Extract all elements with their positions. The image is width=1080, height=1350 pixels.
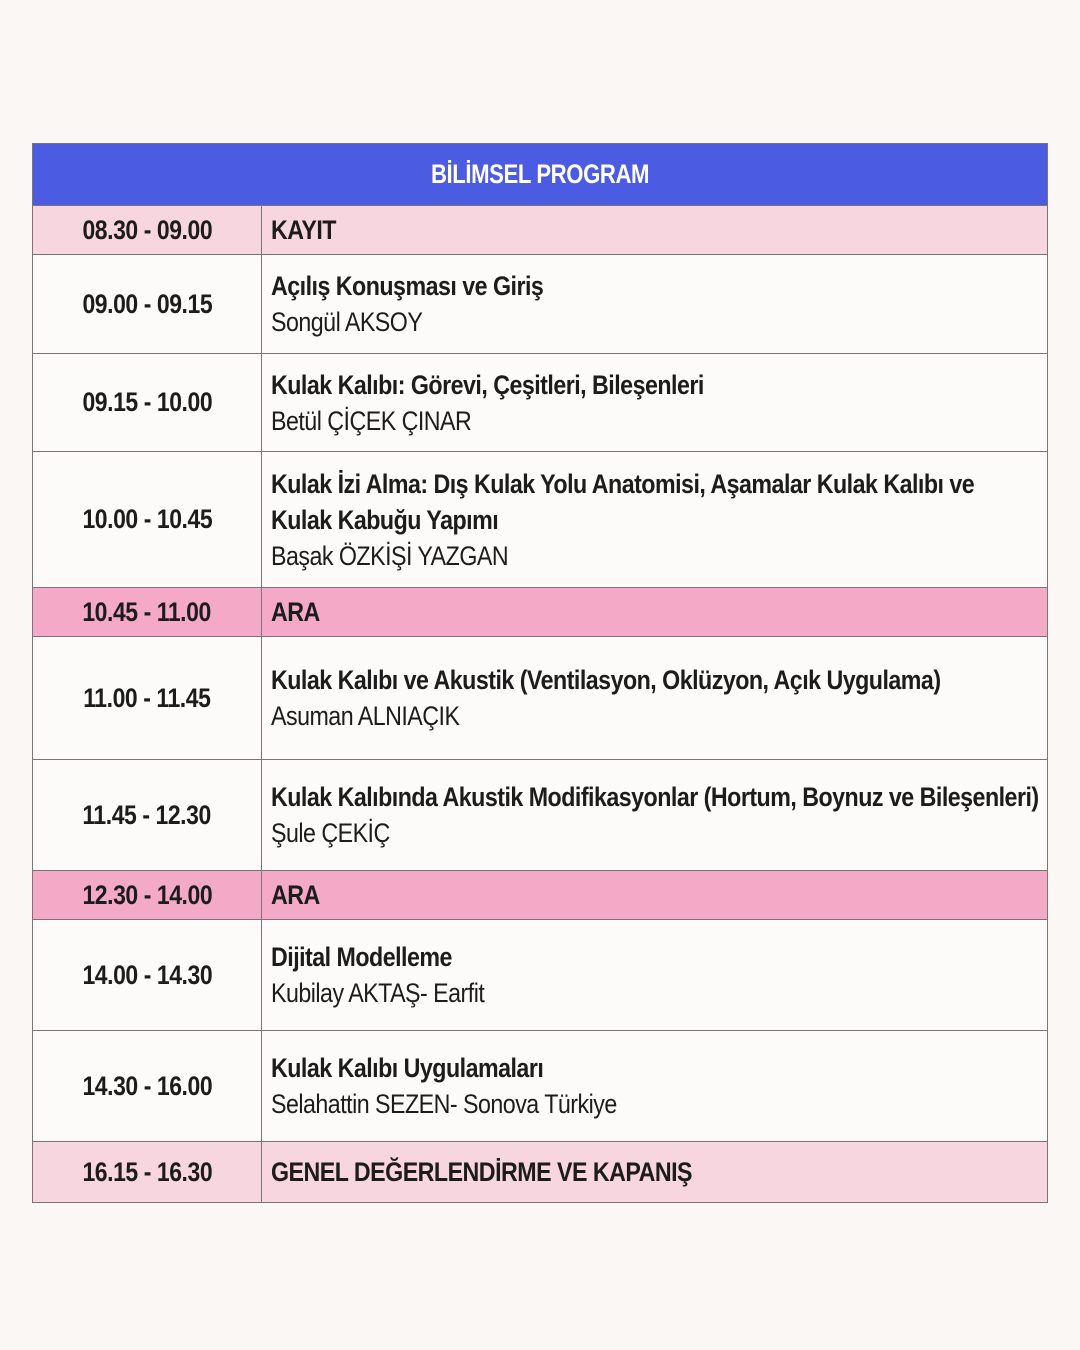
session-cell bbox=[262, 1031, 1047, 1141]
time-cell: 11.45 - 12.30 bbox=[33, 760, 262, 870]
table-row bbox=[33, 255, 1047, 354]
speaker-name: Songül AKSOY bbox=[271, 307, 423, 337]
session-title: Kulak Kalıbı Uygulamaları bbox=[271, 1053, 544, 1083]
time-cell: 14.30 - 16.00 bbox=[33, 1031, 262, 1141]
program-table bbox=[32, 143, 1048, 1203]
session-title: ARA bbox=[271, 597, 320, 627]
speaker-name: Kubilay AKTAŞ- Earfit bbox=[271, 978, 485, 1008]
session-title: GENEL DEĞERLENDİRME VE KAPANIŞ bbox=[271, 1157, 693, 1187]
session-title: Kulak Kalıbı ve Akustik (Ventilasyon, Oklüzyon, Açık Uygulama) bbox=[271, 665, 941, 695]
session-title: Açılış Konuşması ve Giriş bbox=[271, 271, 544, 301]
table-row bbox=[33, 871, 1047, 920]
time-cell: 10.00 - 10.45 bbox=[33, 452, 262, 587]
time-cell: 08.30 - 09.00 bbox=[33, 206, 262, 254]
session-cell bbox=[262, 452, 1047, 587]
session-title: Dijital Modelleme bbox=[271, 942, 452, 972]
session-cell bbox=[262, 920, 1047, 1030]
session-cell bbox=[262, 588, 1047, 636]
program-header bbox=[33, 144, 1047, 206]
table-row bbox=[33, 1031, 1047, 1142]
speaker-name: Betül ÇİÇEK ÇINAR bbox=[271, 405, 472, 436]
session-title: ARA bbox=[271, 880, 320, 910]
session-title: Kulak Kalıbında Akustik Modifikasyonlar (Hortum, Boynuz ve Bileşenleri) bbox=[271, 782, 1039, 812]
session-cell bbox=[262, 206, 1047, 254]
session-cell bbox=[262, 1142, 1047, 1202]
speaker-name: Başak ÖZKİŞİ YAZGAN bbox=[271, 540, 509, 571]
speaker-name: Asuman ALNIAÇIK bbox=[271, 701, 460, 731]
table-row bbox=[33, 760, 1047, 871]
time-cell: 09.15 - 10.00 bbox=[33, 354, 262, 451]
time-cell: 09.00 - 09.15 bbox=[33, 255, 262, 353]
session-cell bbox=[262, 637, 1047, 759]
time-cell: 11.00 - 11.45 bbox=[33, 637, 262, 759]
time-cell: 14.00 - 14.30 bbox=[33, 920, 262, 1030]
table-row bbox=[33, 588, 1047, 637]
speaker-name: Şule ÇEKİÇ bbox=[271, 818, 390, 848]
session-title: KAYIT bbox=[271, 215, 336, 245]
time-cell: 12.30 - 14.00 bbox=[33, 871, 262, 919]
session-cell bbox=[262, 354, 1047, 451]
time-cell: 16.15 - 16.30 bbox=[33, 1142, 262, 1202]
time-cell: 10.45 - 11.00 bbox=[33, 588, 262, 636]
table-row bbox=[33, 637, 1047, 760]
speaker-name: Selahattin SEZEN- Sonova Türkiye bbox=[271, 1089, 617, 1119]
table-row bbox=[33, 206, 1047, 255]
table-row bbox=[33, 354, 1047, 452]
table-row bbox=[33, 452, 1047, 588]
table-row bbox=[33, 1142, 1047, 1202]
table-row bbox=[33, 920, 1047, 1031]
session-cell bbox=[262, 871, 1047, 919]
program-title: BİLİMSEL PROGRAM bbox=[430, 159, 650, 189]
session-cell bbox=[262, 760, 1047, 870]
session-title: Kulak Kalıbı: Görevi, Çeşitleri, Bileşenleri bbox=[271, 369, 704, 400]
session-title: Kulak İzi Alma: Dış Kulak Yolu Anatomisi, Aşamalar Kulak Kalıbı ve Kulak Kabuğu Yapımı bbox=[271, 468, 975, 535]
session-cell bbox=[262, 255, 1047, 353]
